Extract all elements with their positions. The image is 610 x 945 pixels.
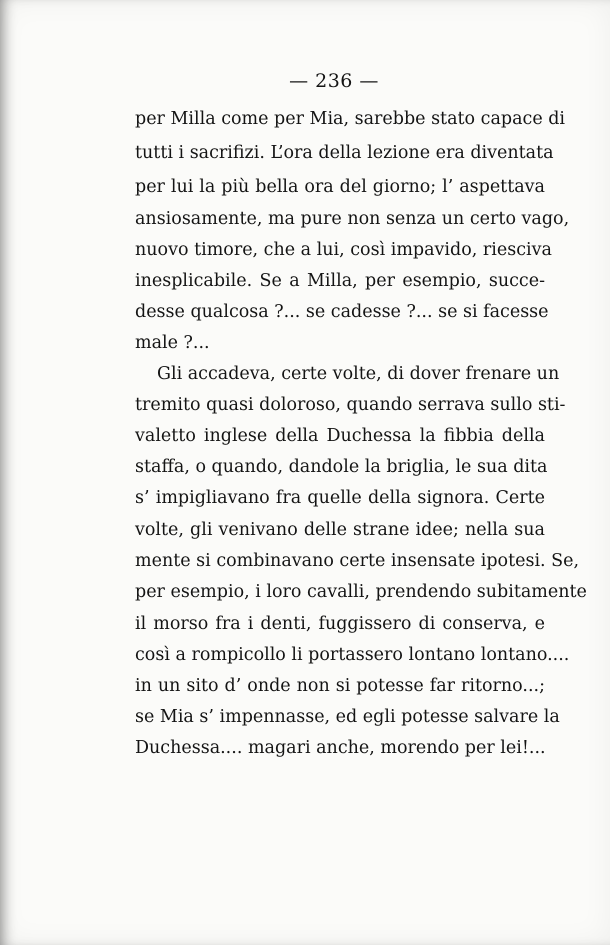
text-line: nuovo timore, che a lui, così impavido, riesciva [135,240,552,260]
text-line: per esempio, i loro cavalli, prendendo subitamente [135,582,587,602]
text-line: mente si combinavano certe insensate ipotesi. Se, [135,551,580,571]
page-number: — 236 — [289,70,379,92]
text-line: volte, gli venivano delle strane idee; nella sua [135,520,545,540]
text-line: il morso fra i denti, fuggissero di conserva, e [135,614,545,634]
text-line: valetto inglese della Duchessa la fibbia della [135,426,545,446]
text-line: Gli accadeva, certe volte, di dover frenare un [157,364,560,384]
text-line: così a rompicollo li portassero lontano lontano.... [135,645,570,665]
text-line: tremito quasi doloroso, quando serrava sullo sti- [135,395,566,415]
text-line: in un sito d’ onde non si potesse far ritorno...; [135,676,545,696]
text-line: se Mia s’ impennasse, ed egli potesse salvare la [135,707,560,727]
text-line: tutti i sacrifizi. L’ora della lezione era diventata [135,143,554,163]
text-line: s’ impigliavano fra quelle della signora. Certe [135,488,545,508]
text-line: male ?... [135,333,210,353]
text-line: per lui la più bella ora del giorno; l’ aspettava [135,177,545,197]
text-line: Duchessa.... magari anche, morendo per lei!... [135,738,546,758]
text-line: per Milla come per Mia, sarebbe stato capace di [135,109,566,129]
text-line: staffa, o quando, dandole la briglia, le sua dita [135,457,548,477]
text-line: ansiosamente, ma pure non senza un certo vago, [135,209,570,229]
text-line: desse qualcosa ?... se cadesse ?... se si facesse [135,302,549,322]
text-line: inesplicabile. Se a Milla, per esempio, succe- [135,271,545,291]
